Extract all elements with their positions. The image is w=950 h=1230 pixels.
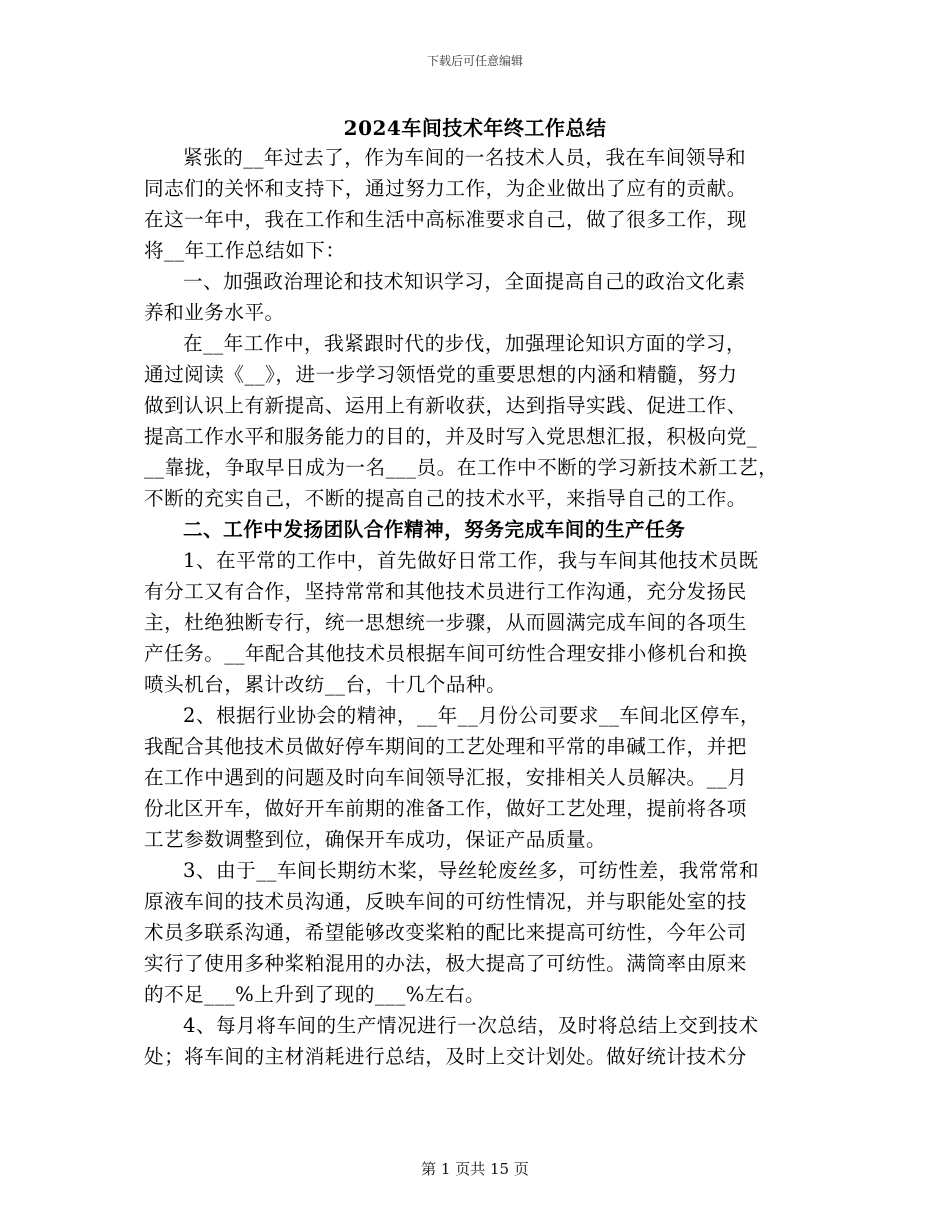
text-line: 产任务。__年配合其他技术员根据车间可纺性合理安排小修机台和换 (144, 642, 748, 665)
text-line: 原液车间的技术员沟通，反映车间的可纺性情况，并与职能处室的技 (144, 890, 747, 913)
text-line: 实行了使用多种桨粕混用的办法，极大提高了可纺性。满筒率由原来 (144, 952, 747, 975)
text-line: 我配合其他技术员做好停车期间的工艺处理和平常的串碱工作，并把 (144, 735, 747, 758)
text-line: 提高工作水平和服务能力的目的，并及时写入党思想汇报，积极向党_ (144, 425, 758, 448)
text-line: 紧张的__年过去了，作为车间的一名技术人员，我在车间领导和 (183, 146, 747, 169)
text-line: 3、由于__车间长期纺木桨，导丝轮废丝多，可纺性差，我常常和 (183, 859, 760, 882)
text-line: 不断的充实自己，不断的提高自己的技术水平，来指导自己的工作。 (144, 487, 747, 510)
text-line: 主，杜绝独断专行，统一思想统一步骤，从而圆满完成车间的各项生 (144, 611, 747, 634)
text-line: 工艺参数调整到位，确保开车成功，保证产品质量。 (144, 828, 607, 851)
text-line: 2、根据行业协会的精神，__年__月份公司要求__车间北区停车， (183, 704, 761, 727)
text-line: 处；将车间的主材消耗进行总结，及时上交计划处。做好统计技术分 (144, 1045, 747, 1068)
text-line: 在这一年中，我在工作和生活中高标准要求自己，做了很多工作，现 (144, 208, 747, 231)
text-line: 1、在平常的工作中，首先做好日常工作，我与车间其他技术员既 (183, 549, 759, 572)
text-line: 4、每月将车间的生产情况进行一次总结，及时将总结上交到技术 (183, 1014, 759, 1037)
page-number-footer: 第 1 页共 15 页 (421, 1160, 529, 1178)
text-line: 的不足___%上升到了现的___%左右。 (144, 983, 486, 1006)
section-heading-1: 一、加强政治理论和技术知识学习，全面提高自己的政治文化素 (183, 270, 746, 293)
text-line: 术员多联系沟通，希望能够改变桨粕的配比来提高可纺性，今年公司 (144, 921, 747, 944)
section-heading-2: 二、工作中发扬团队合作精神，努务完成车间的生产任务 (183, 518, 686, 541)
page-header-note: 下载后可任意编辑 (426, 54, 523, 68)
text-line: 在工作中遇到的问题及时向车间领导汇报，安排相关人员解决。__月 (144, 766, 748, 789)
text-line: 有分工又有合作，坚持常常和其他技术员进行工作沟通，充分发扬民 (144, 580, 747, 603)
text-line: 同志们的关怀和支持下，通过努力工作，为企业做出了应有的贡献。 (144, 177, 747, 200)
text-line: __靠拢，争取早日成为一名___员。在工作中不断的学习新技术新工艺， (144, 456, 779, 479)
text-line: 份北区开车，做好开车前期的准备工作，做好工艺处理，提前将各项 (144, 797, 747, 820)
text-line: 通过阅读《__》，进一步学习领悟党的重要思想的内涵和精髓，努力 (144, 363, 738, 386)
document-body (144, 142, 824, 1072)
text-line: 在__年工作中，我紧跟时代的步伐，加强理论知识方面的学习， (183, 332, 747, 355)
text-line: 养和业务水平。 (144, 301, 285, 324)
text-line: 将__年工作总结如下： (144, 239, 346, 262)
text-line: 喷头机台，累计改纺__台，十几个品种。 (144, 673, 507, 696)
document-title: 2024车间技术年终工作总结 (343, 116, 607, 140)
text-line: 做到认识上有新提高、运用上有新收获，达到指导实践、促进工作、 (144, 394, 747, 417)
